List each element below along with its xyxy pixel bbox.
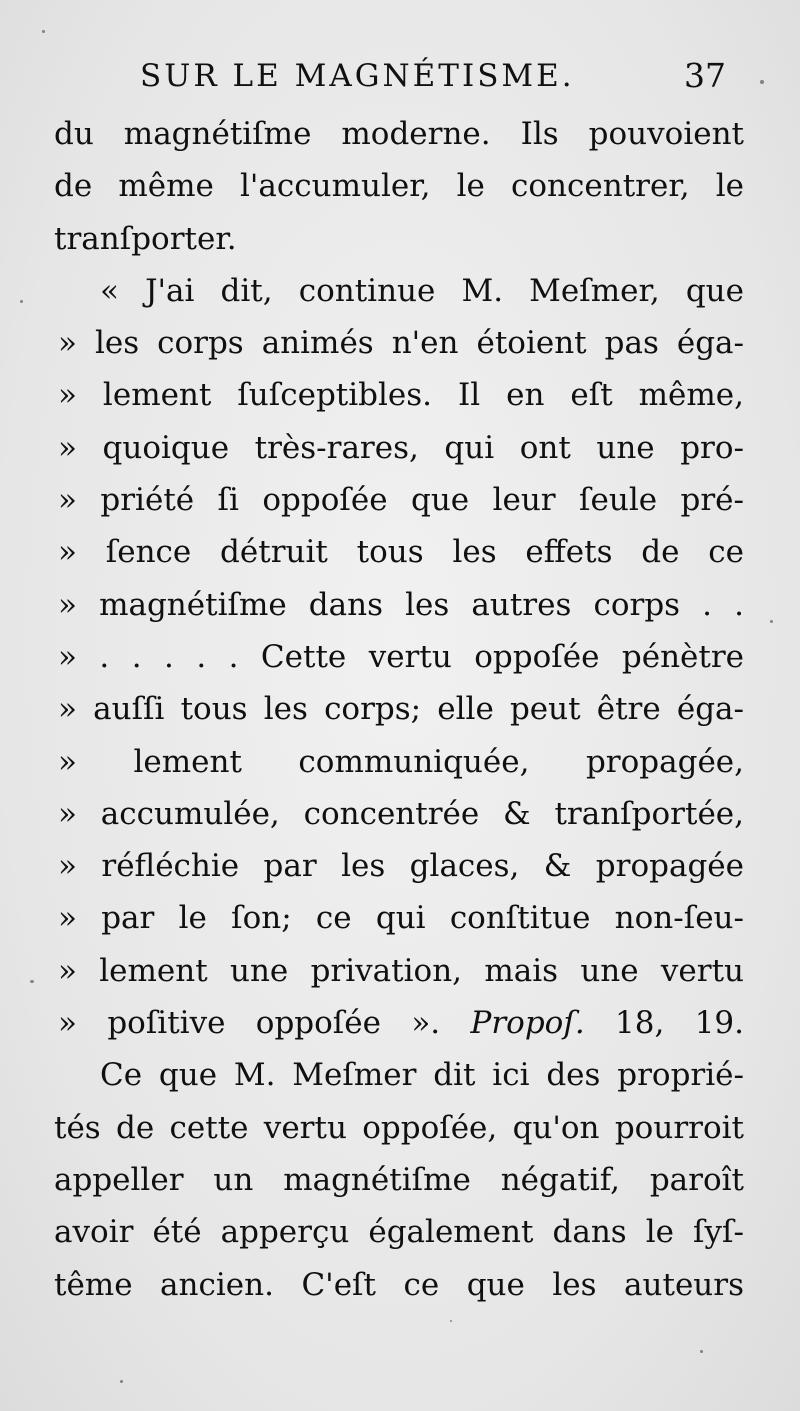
paper-speck <box>20 300 23 303</box>
text-line: Ce que M. Meſmer dit ici des proprié- <box>100 1057 744 1094</box>
text-line: appeller un magnétiſme négatif, paroît <box>54 1161 744 1198</box>
text-line: » lement communiquée, propagée, <box>58 743 744 780</box>
body-text <box>54 108 744 1311</box>
citation-source: Propoſ. <box>470 1005 585 1042</box>
citation-quote-end: » poſitive oppoſée ». <box>58 1005 441 1042</box>
text-line: « J'ai dit, continue M. Meſmer, que <box>100 272 744 309</box>
text-line: » priété ſi oppoſée que leur ſeule pré- <box>58 482 744 519</box>
text-line: » ſence détruit tous les effets de ce <box>58 534 744 571</box>
text-line: » par le ſon; ce qui conſtitue non-ſeu- <box>58 900 744 937</box>
paper-speck <box>450 1320 452 1322</box>
text-line: » les corps animés n'en étoient pas éga- <box>58 325 744 362</box>
paper-speck <box>760 80 764 84</box>
citation-numbers: 18, 19. <box>615 1005 744 1042</box>
text-line: » auſſi tous les corps; elle peut être éga- <box>58 691 744 728</box>
text-line: » réfléchie par les glaces, & propagée <box>58 848 744 885</box>
text-line: avoir été apperçu également dans le ſyſ- <box>54 1214 744 1251</box>
paper-speck <box>120 1380 123 1383</box>
text-line: tés de cette vertu oppoſée, qu'on pourroit <box>54 1109 744 1146</box>
paper-speck <box>42 30 45 33</box>
running-title: SUR LE MAGNÉTISME. <box>140 58 575 94</box>
text-line: » lement ſuſceptibles. Il en eſt même, <box>58 377 744 414</box>
text-line: » . . . . . Cette vertu oppoſée pénètre <box>58 638 744 675</box>
page-number: 37 <box>684 56 726 95</box>
text-line: » quoique très-rares, qui ont une pro- <box>58 429 744 466</box>
text-line: tranſporter. <box>54 220 237 257</box>
paper-speck <box>770 620 773 623</box>
paper-speck <box>700 1350 703 1353</box>
text-line: » lement une privation, mais une vertu <box>58 952 744 989</box>
text-line: » magnétiſme dans les autres corps . . <box>58 586 744 623</box>
page-header <box>140 52 740 100</box>
text-line: tême ancien. C'eſt ce que les auteurs <box>54 1266 744 1303</box>
paper-speck <box>30 980 34 983</box>
text-line-citation <box>54 997 744 1049</box>
text-line: de même l'accumuler, le concentrer, le <box>54 168 744 205</box>
text-line: » accumulée, concentrée & tranſportée, <box>58 795 744 832</box>
text-line: du magnétiſme moderne. Ils pouvoient <box>54 116 744 152</box>
